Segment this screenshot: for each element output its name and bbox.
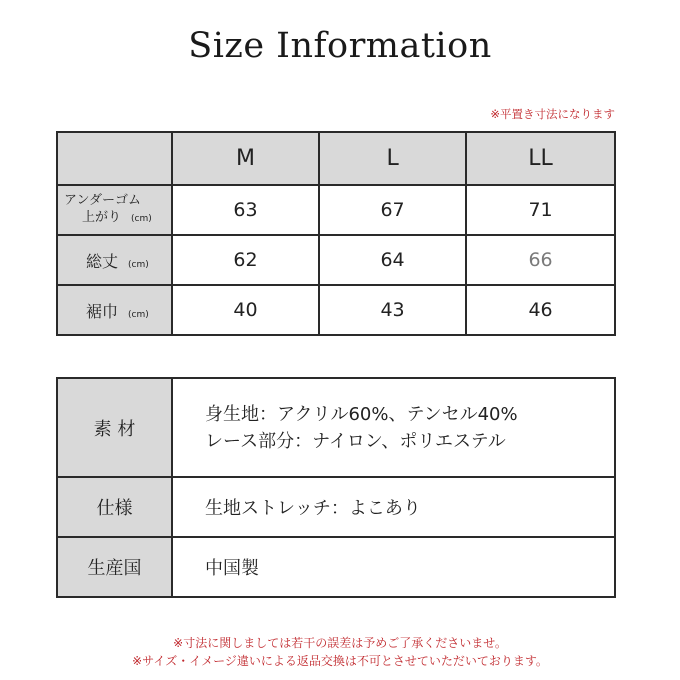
size-column-ll: LL bbox=[466, 132, 615, 185]
row-label-under-rubber bbox=[57, 185, 172, 235]
table-cell: 67 bbox=[319, 185, 466, 235]
size-column-m: M bbox=[172, 132, 319, 185]
spec-value-line: 身生地：アクリル60%、テンセル40% bbox=[205, 403, 518, 425]
table-cell: 63 bbox=[172, 185, 319, 235]
table-row bbox=[57, 378, 615, 477]
spec-label-specification: 仕様 bbox=[57, 477, 172, 537]
disclaimer-notes bbox=[0, 634, 680, 670]
table-row bbox=[57, 185, 615, 235]
row-label-line1: アンダーゴム bbox=[64, 193, 141, 208]
spec-label-material: 素 材 bbox=[57, 378, 172, 477]
unit-label: (cm) bbox=[128, 259, 149, 270]
row-label-text: 総丈 bbox=[86, 251, 119, 271]
table-row bbox=[57, 537, 615, 597]
disclaimer-line: ※寸法に関しましては若干の誤差は予めご了承くださいませ。 bbox=[173, 636, 507, 650]
spec-value-country: 中国製 bbox=[172, 537, 615, 597]
table-cell: 46 bbox=[466, 285, 615, 335]
spec-value-material bbox=[172, 378, 615, 477]
measurement-note: ※平置き寸法になります bbox=[490, 107, 615, 121]
table-cell: 43 bbox=[319, 285, 466, 335]
table-cell: 62 bbox=[172, 235, 319, 285]
page-title: Size Information bbox=[188, 26, 492, 66]
disclaimer-line: ※サイズ・イメージ違いによる返品交換は不可とさせていただいております。 bbox=[132, 654, 548, 668]
table-row bbox=[57, 285, 615, 335]
unit-label: (cm) bbox=[131, 214, 152, 224]
size-table bbox=[56, 131, 616, 336]
spec-value-line: レース部分：ナイロン、ポリエステル bbox=[205, 430, 506, 452]
row-label-line2: 上がり bbox=[82, 210, 122, 225]
row-label-text: 裾巾 bbox=[86, 301, 119, 321]
table-cell: 71 bbox=[466, 185, 615, 235]
row-label-hem-width bbox=[57, 285, 172, 335]
spec-table bbox=[56, 377, 616, 598]
spec-value-specification: 生地ストレッチ：よこあり bbox=[172, 477, 615, 537]
row-label-total-length bbox=[57, 235, 172, 285]
table-row bbox=[57, 477, 615, 537]
unit-label: (cm) bbox=[128, 309, 149, 320]
table-cell: 40 bbox=[172, 285, 319, 335]
table-cell: 64 bbox=[319, 235, 466, 285]
table-row bbox=[57, 235, 615, 285]
table-cell: 66 bbox=[466, 235, 615, 285]
size-column-l: L bbox=[319, 132, 466, 185]
size-table-corner-cell bbox=[57, 132, 172, 185]
spec-label-country: 生産国 bbox=[57, 537, 172, 597]
size-table-header bbox=[57, 132, 615, 185]
